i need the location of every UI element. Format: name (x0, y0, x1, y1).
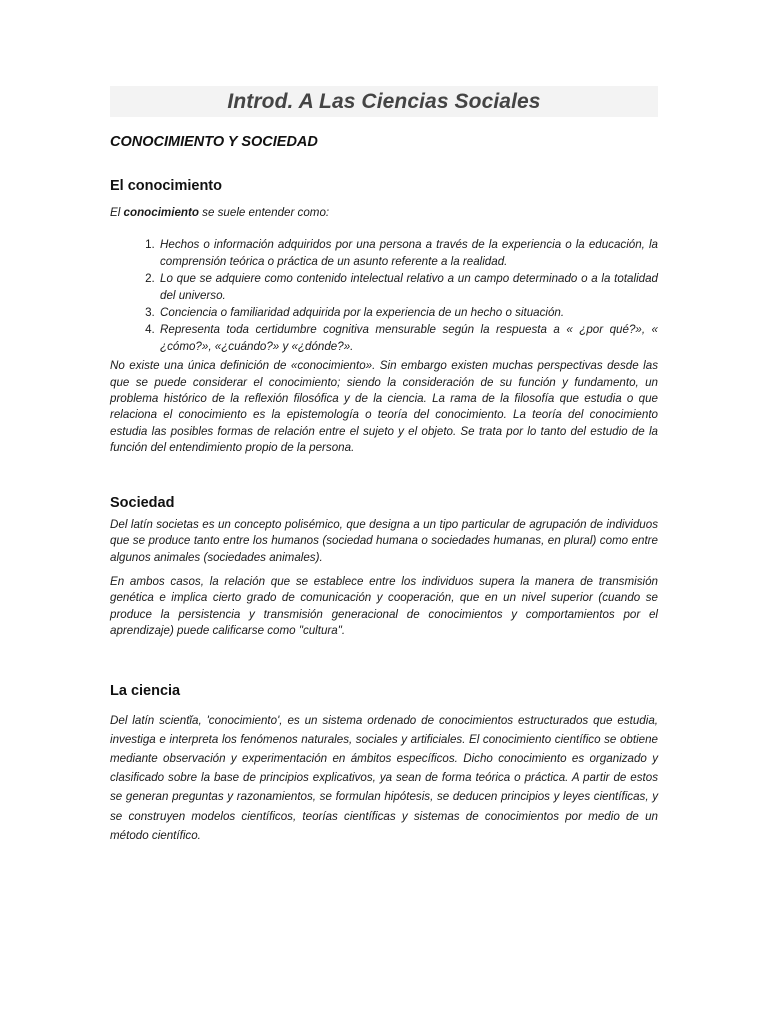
intro-suffix: se suele entender como: (202, 206, 330, 219)
ciencia-paragraph: Del latín scientĭa, 'conocimiento', es un sistema ordenado de conocimientos estructurados que estudia, investiga e interpreta los fenómenos naturales, sociales y artificiales. El conocimiento científico se obtiene mediante observación y experimentación en ámbitos específicos. Dicho conocimiento es organizado y clasificado sobre la base de principios explicativos, ya sean de forma teórica o práctica. A partir de estos se generan preguntas y razonamientos, se formulan hipótesis, se deducen principios y leyes científicas, y se construyen modelos científicos, teorías científicas y sistemas de conocimientos por medio de un método científico. (110, 713, 658, 842)
sociedad-paragraph-2: En ambos casos, la relación que se establece entre los individuos supera la manera de transmisión genética e implica cierto grado de comunicación y cooperación, que en un nivel superior (cuando se produce la persistencia y transmisión generacional de conocimientos y comportamientos por el aprendizaje) puede calificarse como "cultura". (110, 574, 658, 638)
definition-item: 1. Hechos o información adquiridos por una persona a través de la experiencia o la educación, la comprensión teórica o práctica de un asunto referente a la realidad. (158, 237, 658, 270)
document-page (110, 86, 658, 845)
document-title: Introd. A Las Ciencias Sociales (227, 89, 541, 113)
definition-item: 2. Lo que se adquiere como contenido intelectual relativo a un campo determinado o a la totalidad del universo. (158, 271, 658, 304)
section-heading: CONOCIMIENTO Y SOCIEDAD (110, 134, 318, 150)
conocimiento-intro (110, 205, 658, 221)
title-bar (110, 86, 658, 117)
conocimiento-heading: El conocimiento (110, 178, 222, 194)
definition-item: 3. Conciencia o familiaridad adquirida por la experiencia de un hecho o situación. (158, 305, 658, 321)
conocimiento-paragraph: No existe una única definición de «conocimiento». Sin embargo existen muchas perspectivas desde las que se puede considerar el conocimiento; siendo la consideración de su función y fundamento, un problema histórico de la reflexión filosófica y de la ciencia. La rama de la filosofía que estudia o que relaciona el conocimiento es la epistemología o teoría del conocimiento. La teoría del conocimiento estudia las posibles formas de relación entre el sujeto y el objeto. Se trata por lo tanto del estudio de la función del entendimiento propio de la persona. (110, 359, 658, 455)
sociedad-heading: Sociedad (110, 494, 175, 511)
definition-item: 4. Representa toda certidumbre cognitiva mensurable según la respuesta a « ¿por qué?», « ¿cómo?», «¿cuándo?» y «¿dónde?». (158, 322, 658, 355)
intro-term: conocimiento (123, 206, 199, 219)
definitions-list (110, 237, 658, 355)
intro-prefix: El (110, 206, 121, 219)
sociedad-paragraph-1: Del latín societas es un concepto polisémico, que designa a un tipo particular de agrupación de individuos que se produce tanto entre los humanos (sociedad humana o sociedades humanas, en plural) como entre algunos animales (sociedades animales). (110, 517, 658, 564)
ciencia-heading: La ciencia (110, 682, 181, 699)
